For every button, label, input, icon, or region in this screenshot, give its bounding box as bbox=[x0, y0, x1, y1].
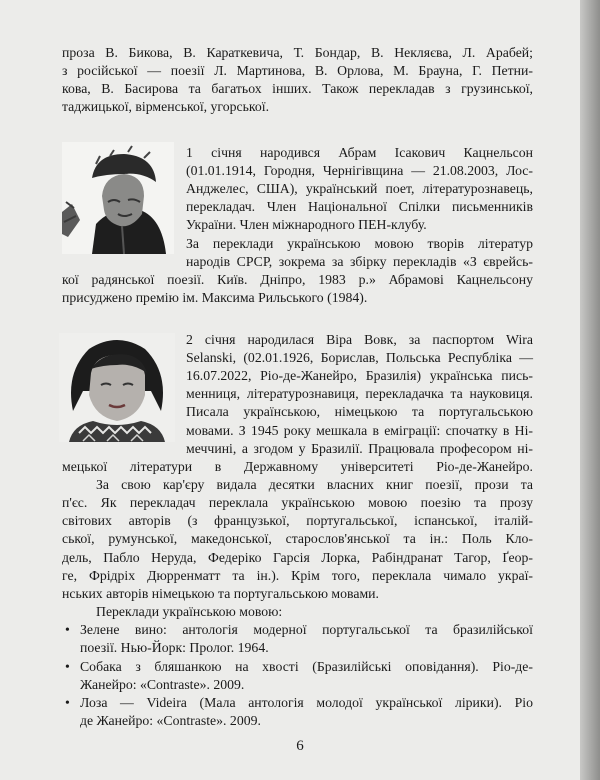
text-line: Selanski, (02.01.1926, Борислав, Польська Республіка — bbox=[186, 349, 533, 365]
text-line: меччині, а згодом у Бразилії. Працювала професором ні- bbox=[186, 440, 533, 456]
text-line: кова, В. Басирова та багатьох інших. Також перекладав з грузинської, bbox=[62, 81, 533, 97]
text-line: За свою кар'єру видала десятки власних книг поезії, прози та bbox=[96, 477, 533, 493]
text-line: таджицької, вірменської, угорської. bbox=[62, 99, 270, 115]
list-item: поезії. Нью-Йорк: Пролог. 1964. bbox=[80, 640, 269, 656]
text-line: ської, румунської, македонської, старослов'янської та ін.: Поль Кло- bbox=[62, 531, 533, 547]
text-line: Писала українською, німецькою та португальською bbox=[186, 404, 533, 420]
page-edge-shadow bbox=[580, 0, 600, 780]
text-line: присуджено премію ім. Максима Рильського (1984). bbox=[62, 290, 368, 306]
text-line: з російської — поезії Л. Мартинова, В. Орлова, М. Брауна, Г. Петни- bbox=[62, 63, 533, 79]
text-line: народів СРСР, зокрема за збірку перекладів «З єврейсь- bbox=[186, 253, 533, 269]
portrait-woman-photo bbox=[59, 333, 175, 442]
text-line: менниця, літературознавиця, перекладачка та науковиця. bbox=[186, 386, 533, 402]
text-line: За переклади українською мовою творів літератур bbox=[186, 235, 533, 251]
text-line: ге, Фрідріх Дюрренматт та ін.). Крім того, переклала чимало украї- bbox=[62, 567, 533, 583]
text-line: перекладач. Член Національної Спілки письменників bbox=[186, 199, 533, 215]
text-line: нських авторів німецькою та португальською мовами. bbox=[62, 585, 379, 601]
list-item: Жанейро: «Contraste». 2009. bbox=[80, 676, 245, 692]
portrait-man-fur-hat-icon bbox=[62, 142, 174, 254]
text-line: дель, Пабло Неруда, Федеріко Гарсія Лорка, Рабіндранат Тагор, Ґеор- bbox=[62, 549, 533, 565]
text-line: мовами. З 1945 року мешкала в еміграції: спочатку в Ні- bbox=[186, 422, 533, 438]
bullet-icon: • bbox=[65, 658, 70, 674]
page-number: 6 bbox=[296, 738, 304, 754]
list-item: Лоза — Videira (Мала антологія молодої української лірики). Ріо bbox=[80, 694, 533, 710]
text-line: 2 січня народилася Віра Вовк, за паспортом Wira bbox=[186, 331, 533, 347]
portrait-man-photo bbox=[62, 142, 174, 254]
portrait-woman-icon bbox=[59, 333, 175, 442]
text-line: кої радянської поезії. Київ. Дніпро, 1983 р.» Абрамові Кацнельсону bbox=[62, 271, 533, 287]
text-line: 16.07.2022, Ріо-де-Жанейро, Бразилія) українська пись- bbox=[186, 368, 533, 384]
text-line: світових авторів (з французької, португальської, іспанської, італій- bbox=[62, 513, 533, 529]
text-line: мецької літератури в Державному університеті Ріо-де-Жанейро. bbox=[62, 458, 533, 474]
text-line: 1 січня народився Абрам Ісакович Кацнельсон bbox=[186, 144, 533, 160]
list-item: де Жанейро: «Contraste». 2009. bbox=[80, 713, 261, 728]
bullet-icon: • bbox=[65, 622, 70, 638]
text-line: України. Член міжнародного ПЕН-клубу. bbox=[186, 217, 427, 233]
list-item: Зелене вино: антологія модерної португальської та бразилійської bbox=[80, 622, 533, 638]
text-line: п'єс. Як перекладач переклала українською мовою поезію та прозу bbox=[62, 495, 533, 511]
text-line: Переклади українською мовою: bbox=[96, 604, 283, 620]
text-line: Анджелес, США), український поет, літературознавець, bbox=[186, 181, 533, 197]
text-line: проза В. Бикова, В. Караткевича, Т. Бондар, В. Некляєва, Л. Арабей; bbox=[62, 45, 533, 60]
text-line: (01.01.1914, Городня, Чернігівщина — 21.08.2003, Лос- bbox=[186, 162, 533, 178]
list-item: Собака з бляшанкою на хвості (Бразилійські оповідання). Ріо-де- bbox=[80, 658, 533, 674]
bullet-icon: • bbox=[65, 694, 70, 710]
